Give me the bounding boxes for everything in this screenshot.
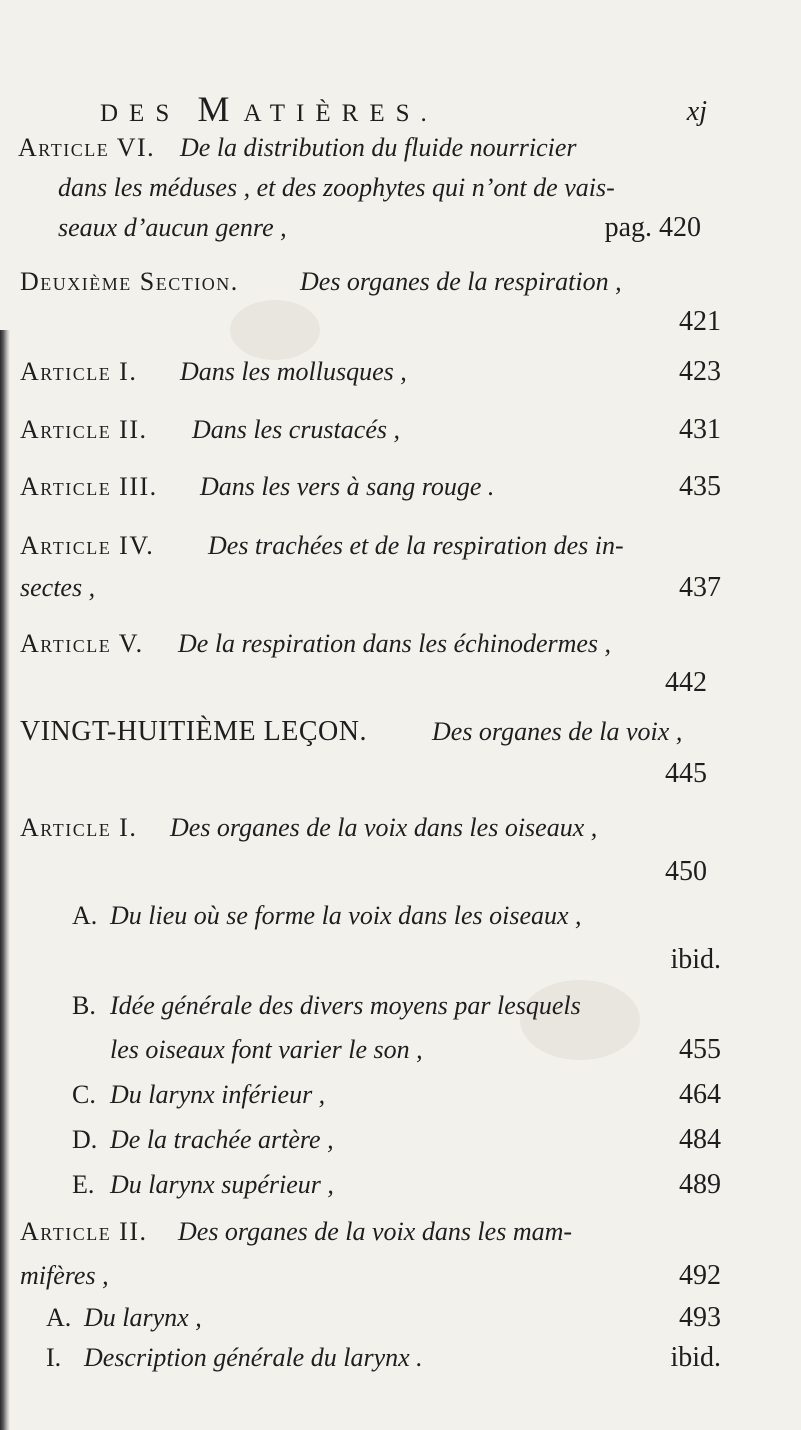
entry-label: Article IV. <box>20 531 155 560</box>
page-number: ibid. <box>670 944 721 975</box>
entry-label: Article II. <box>20 1217 148 1246</box>
entry-label: VINGT-HUITIÈME LEÇON. <box>20 716 367 747</box>
toc-page-line <box>0 302 801 342</box>
toc-entry <box>0 262 801 302</box>
toc-entry-cont <box>0 568 801 608</box>
entry-label: Deuxième Section. <box>20 267 239 296</box>
toc-subentry <box>0 1338 801 1378</box>
entry-label: A. <box>72 901 98 930</box>
entry-title: Dans les vers à sang rouge . <box>200 472 495 501</box>
page-number: 435 <box>679 471 721 502</box>
entry-label: B. <box>72 991 96 1020</box>
page-number: 489 <box>679 1169 721 1200</box>
entry-title: De la distribution du fluide nourricier <box>180 133 577 162</box>
page-number: 423 <box>679 356 721 387</box>
entry-title: Des trachées et de la respiration des in- <box>208 531 624 560</box>
page-number: 464 <box>679 1079 721 1110</box>
entry-title: Des organes de la voix dans les mam- <box>178 1217 573 1246</box>
entry-title: Des organes de la respiration , <box>300 267 622 296</box>
entry-label: Article I. <box>20 813 138 842</box>
lesson-heading <box>0 712 801 752</box>
entry-title: sectes , <box>20 573 96 602</box>
entry-title: Du larynx inférieur , <box>110 1080 326 1109</box>
toc-entry <box>0 128 801 168</box>
entry-label: Article V. <box>20 629 144 658</box>
toc-subentry <box>0 1075 801 1115</box>
entry-title: Du lieu où se forme la voix dans les oiseaux , <box>110 901 582 930</box>
toc-page-line <box>0 940 801 980</box>
entry-title: ATIÈRES. <box>243 100 438 127</box>
toc-entry <box>0 1212 801 1252</box>
running-title <box>100 88 438 130</box>
entry-label: Article I. <box>20 357 138 386</box>
page-number: 450 <box>665 856 707 887</box>
toc-entry <box>0 467 801 507</box>
entry-title: Idée générale des divers moyens par lesquels <box>110 991 581 1020</box>
entry-label: A. <box>46 1303 72 1332</box>
entry-label: Article II. <box>20 415 148 444</box>
toc-page-line <box>0 754 801 794</box>
page-number: 493 <box>679 1302 721 1333</box>
entry-title: Dans les crustacés , <box>192 415 400 444</box>
toc-subentry <box>0 1120 801 1160</box>
toc-entry-cont <box>0 1256 801 1296</box>
entry-label: E. <box>72 1170 95 1199</box>
entry-title: De la trachée artère , <box>110 1125 334 1154</box>
entry-title: Des organes de la voix dans les oiseaux , <box>170 813 598 842</box>
toc-entry <box>0 352 801 392</box>
folio-number: xj <box>686 96 707 127</box>
toc-entry-cont <box>0 1030 801 1070</box>
entry-title: Description générale du larynx . <box>84 1343 423 1372</box>
page-number: ibid. <box>670 1342 721 1373</box>
entry-title: seaux d’aucun genre , <box>58 213 287 242</box>
page-number: 431 <box>679 414 721 445</box>
toc-subentry <box>0 1298 801 1338</box>
page-number: pag. 420 <box>604 212 701 243</box>
toc-entry <box>0 526 801 566</box>
toc-subentry <box>0 986 801 1026</box>
entry-title: M <box>197 89 244 129</box>
toc-subentry <box>0 1165 801 1205</box>
entry-label: D. <box>72 1125 98 1154</box>
entry-label: Article VI. <box>18 133 156 162</box>
toc-subentry <box>0 896 801 936</box>
toc-entry <box>0 410 801 450</box>
entry-title: mifères , <box>20 1261 109 1290</box>
page-number: 455 <box>679 1034 721 1065</box>
entry-title: De la respiration dans les échinodermes , <box>178 629 612 658</box>
toc-entry-cont <box>0 168 801 208</box>
entry-title: Du larynx , <box>84 1303 202 1332</box>
toc-entry <box>0 808 801 848</box>
entry-title: les oiseaux font varier le son , <box>110 1035 423 1064</box>
entry-title: Du larynx supérieur , <box>110 1170 334 1199</box>
toc-page-line <box>0 663 801 703</box>
page-number: 437 <box>679 572 721 603</box>
page-number: 445 <box>665 758 707 789</box>
entry-label: C. <box>72 1080 96 1109</box>
toc-entry <box>0 624 801 664</box>
entry-title: dans les méduses , et des zoophytes qui n’ont de vais- <box>58 173 615 202</box>
page-number: 421 <box>679 306 721 337</box>
entry-title: Dans les mollusques , <box>180 357 407 386</box>
entry-title: DES <box>100 100 198 127</box>
entry-label: Article III. <box>20 472 158 501</box>
toc-page-line <box>0 852 801 892</box>
page-number: 484 <box>679 1124 721 1155</box>
toc-entry-cont <box>0 208 801 248</box>
entry-label: I. <box>46 1343 62 1372</box>
page-number: 442 <box>665 667 707 698</box>
entry-title: Des organes de la voix , <box>432 717 683 746</box>
page-number: 492 <box>679 1260 721 1291</box>
